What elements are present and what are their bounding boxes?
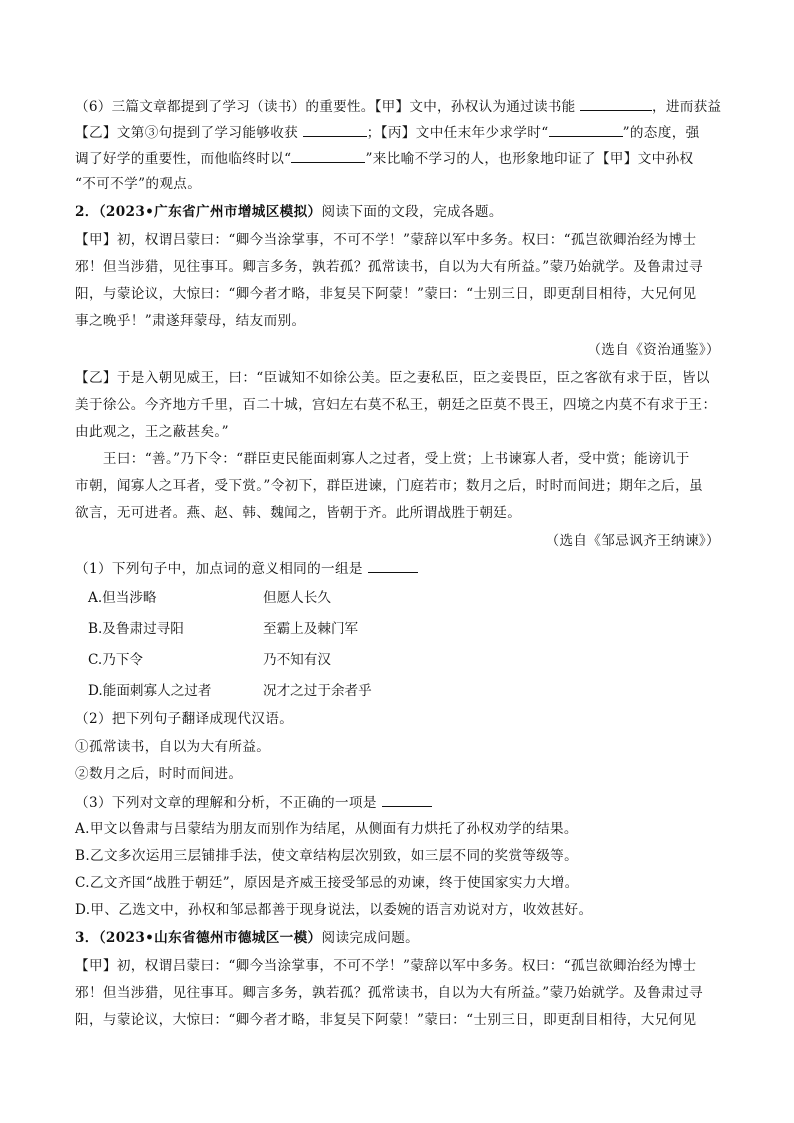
choice-option[interactable]: A.甲文以鲁肃与吕蒙结为朋友而别作为结尾，从侧面有力烘托了孙权劝学的结果。: [75, 821, 578, 837]
text: （6）三篇文章都提到了学习（读书）的重要性。【甲】文中，孙权认为通过读书能: [75, 99, 581, 115]
question-instruction: 阅读下面的文段，完成各题。: [321, 204, 503, 220]
passage-jia-line: 邪！但当涉猎，见往事耳。卿言多务，孰若孤？孤常读书，自以为大有所益。”蒙乃始就学。及鲁肃过寻: [75, 259, 703, 275]
passage-yi-source: （选自《邹忌讽齐王纳谏》）: [545, 533, 720, 549]
question-2-header: [75, 202, 725, 222]
question-number: 2．: [75, 204, 99, 220]
text: ；【丙】文中任末年少求学时“: [366, 125, 549, 141]
passage-jia-line: 阳，与蒙论议，大惊曰：“卿今者才略，非复吴下阿蒙！”蒙曰：“士别三日，即更刮目相待，大兄何见: [75, 286, 697, 302]
translation-item: ②数月之后，时时而间进。: [75, 766, 243, 782]
option-left: D.能面刺寡人之过者: [88, 683, 212, 699]
passage-yi-line: 美于徐公。今齐地方千里，百二十城，宫妇左右莫不私王，朝廷之臣莫不畏王，四境之内莫不有求于王：: [75, 397, 717, 413]
q6-line-1: [75, 96, 725, 117]
sub-question-1: [75, 558, 725, 579]
text: ，进而获益: [652, 99, 722, 115]
question-instruction: 阅读完成问题。: [321, 930, 420, 946]
passage-yi-line: 由此观之，王之蔽甚矣。”: [75, 424, 229, 440]
text: 【乙】文第③句提到了学习能够收获: [75, 125, 303, 141]
option-right: 乃不知有汉: [263, 652, 331, 668]
option-left: C.乃下令: [88, 652, 144, 668]
q6-line-4: “不可不学”的观点。: [75, 176, 202, 192]
option-left: A.但当涉略: [88, 590, 157, 606]
text: （3）下列对文章的理解和分析，不正确的一项是: [75, 795, 382, 811]
choice-option[interactable]: B.乙文多次运用三层铺排手法，使文章结构层次别致，如三层不同的奖赏等级等。: [75, 848, 579, 864]
answer-blank[interactable]: [382, 792, 432, 807]
passage-yi-line: 王曰：“善。”乃下令：“群臣吏民能面刺寡人之过者，受上赏；上书谏寡人者，受中赏；能谤讥于: [75, 451, 690, 467]
text: ”来比喻不学习的人，也形象地印证了【甲】文中孙权: [365, 151, 694, 167]
q6-line-3: [75, 148, 725, 169]
question-source: （2023•广东省广州市增城区模拟）: [98, 204, 322, 220]
passage-jia-line: 【甲】初，权谓吕蒙曰：“卿今当涂掌事，不可不学！”蒙辞以军中多务。权曰：“孤岂欲卿治经为博士: [75, 958, 697, 974]
passage-jia-line: 【甲】初，权谓吕蒙曰：“卿今当涂掌事，不可不学！”蒙辞以军中多务。权曰：“孤岂欲卿治经为博士: [75, 232, 697, 248]
question-source: （2023•山东省德州市德城区一模）: [98, 930, 322, 946]
answer-blank[interactable]: [368, 558, 418, 573]
passage-yi-line: 【乙】于是入朝见威王，曰：“臣诚知不如徐公美。臣之妻私臣，臣之妾畏臣，臣之客欲有求于臣，皆以: [75, 370, 710, 386]
q6-line-2: [75, 122, 725, 143]
passage-jia-line: 邪！但当涉猎，见往事耳。卿言多务，孰若孤？孤常读书，自以为大有所益。”蒙乃始就学。及鲁肃过寻: [75, 985, 703, 1001]
passage-jia-line: 阳，与蒙论议，大惊曰：“卿今者才略，非复吴下阿蒙！”蒙曰：“士别三日，即更刮目相待，大兄何见: [75, 1012, 697, 1028]
choice-option[interactable]: D.甲、乙选文中，孙权和邹忌都善于现身说法，以委婉的语言劝说对方，收效甚好。: [75, 902, 593, 918]
passage-yi-line: 欲言，无可进者。燕、赵、韩、魏闻之，皆朝于齐。此所谓战胜于朝廷。: [75, 505, 522, 521]
passage-jia-line: 事之晚乎！”肃遂拜蒙母，结友而别。: [75, 313, 306, 329]
passage-yi-line: 市朝，闻寡人之耳者，受下赏。”令初下，群臣进谏，门庭若市；数月之后，时时而间进；期年之后，虽: [75, 478, 703, 494]
text: （1）下列句子中，加点词的意义相同的一组是: [75, 561, 368, 577]
question-3-header: [75, 928, 725, 948]
translation-item: ①孤常读书，自以为大有所益。: [75, 739, 271, 755]
sub-question-3: [75, 792, 725, 813]
answer-blank[interactable]: [303, 122, 367, 137]
option-right: 至霸上及棘门军: [263, 621, 359, 637]
passage-jia-source: （选自《资治通鉴》）: [587, 342, 720, 358]
option-right: 但愿人长久: [263, 590, 331, 606]
option-right: 况才之过于余者乎: [263, 683, 372, 699]
choice-option[interactable]: C.乙文齐国“战胜于朝廷”，原因是齐威王接受邹忌的劝谏，终于使国家实力大增。: [75, 875, 579, 891]
answer-blank[interactable]: [291, 148, 365, 163]
text: 调了好学的重要性，而他临终时以“: [75, 151, 292, 167]
text: ”的态度，强: [622, 125, 700, 141]
question-number: 3．: [75, 930, 99, 946]
answer-blank[interactable]: [549, 122, 623, 137]
option-left: B.及鲁肃过寻阳: [88, 621, 184, 637]
answer-blank[interactable]: [580, 96, 652, 111]
sub-question-2: （2）把下列句子翻译成现代汉语。: [75, 711, 294, 727]
